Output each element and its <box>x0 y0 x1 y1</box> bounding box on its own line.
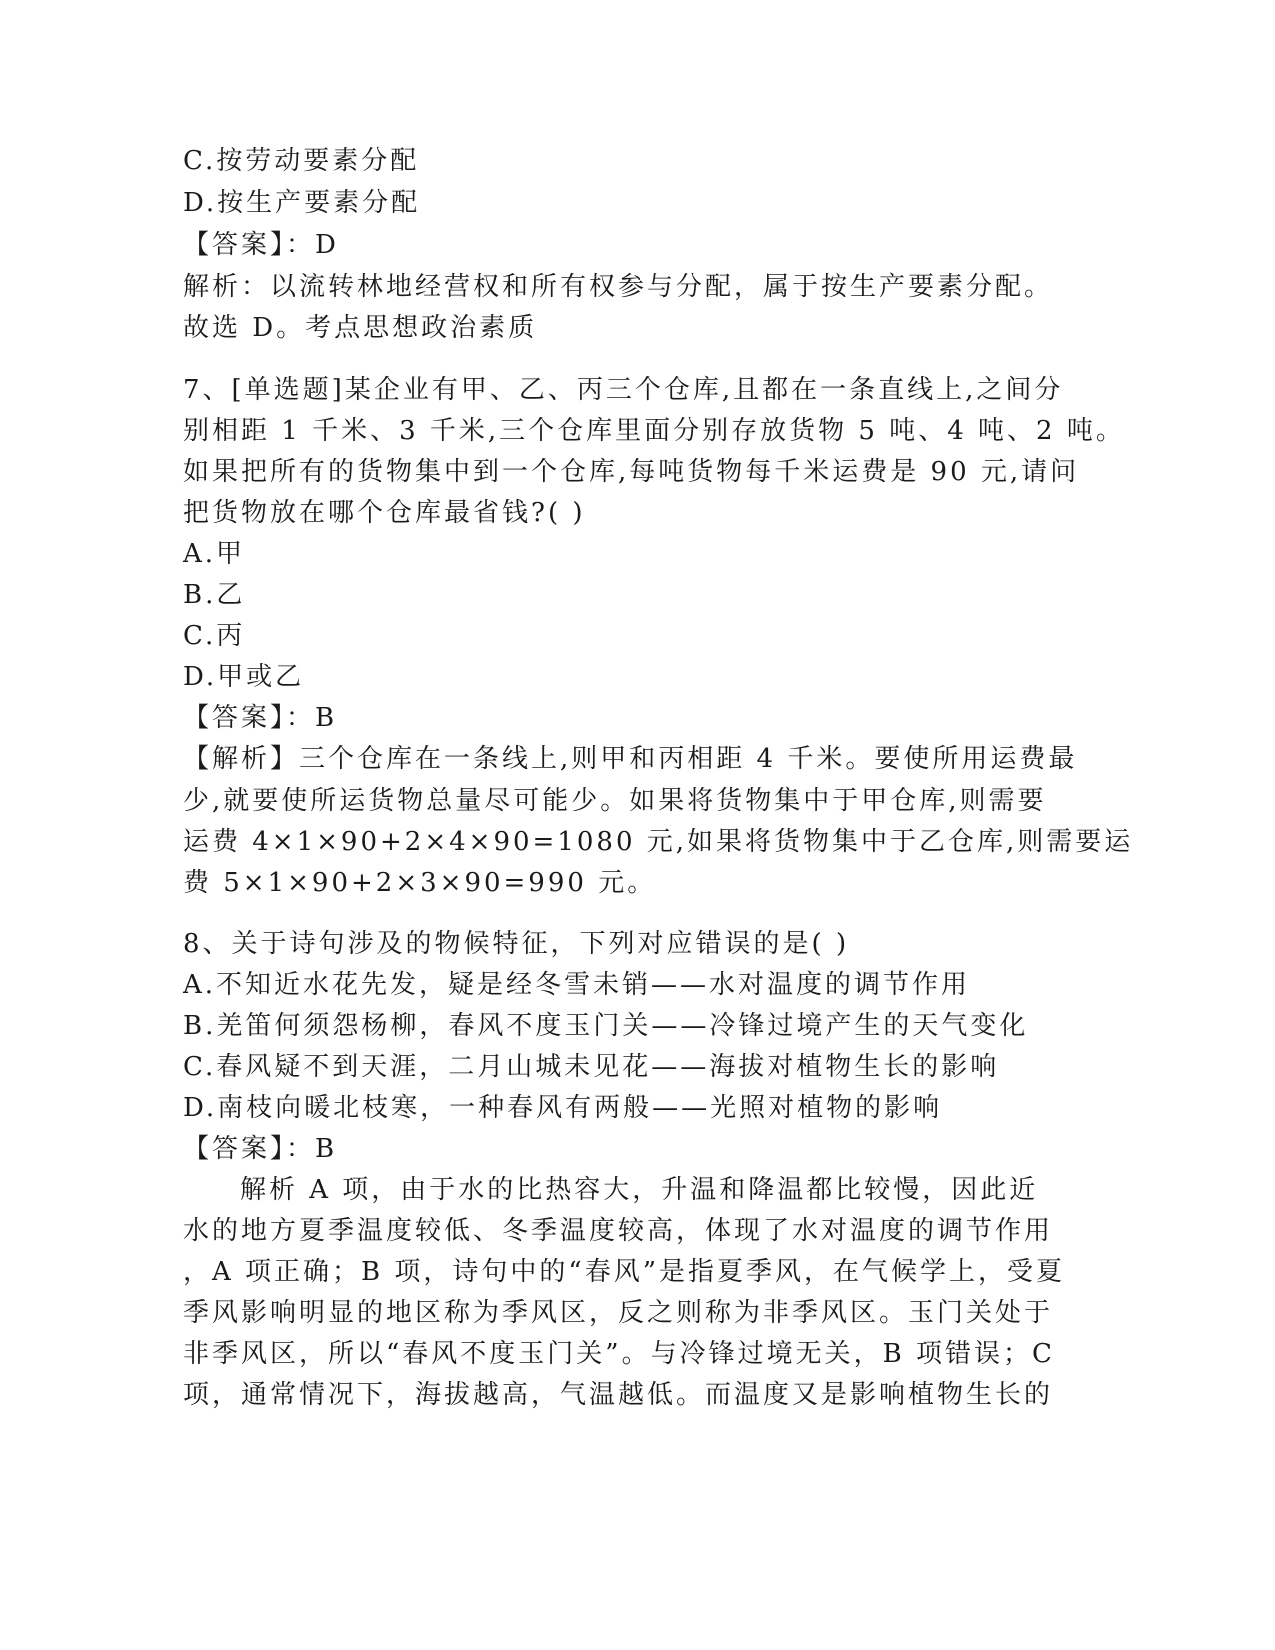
analysis-line: 非季风区，所以“春风不度玉门关”。与冷锋过境无关，B 项错误；C <box>183 1339 1055 1369</box>
analysis-line: 解析 A 项，由于水的比热容大，升温和降温都比较慢，因此近 <box>240 1175 1039 1205</box>
question-7-stem: 7、[单选题]某企业有甲、乙、丙三个仓库,且都在一条直线上,之间分 <box>183 375 1064 405</box>
analysis-line: 水的地方夏季温度较低、冬季温度较高，体现了水对温度的调节作用 <box>183 1216 1054 1246</box>
analysis-line: 费 5×1×90+2×3×90=990 元。 <box>183 868 657 898</box>
option-b: B.羌笛何须怨杨柳，春风不度玉门关——冷锋过境产生的天气变化 <box>183 1011 1029 1041</box>
analysis-line: 故选 D。考点思想政治素质 <box>183 313 538 343</box>
option-d: D.甲或乙 <box>183 662 305 692</box>
question-8-stem: 8、关于诗句涉及的物候特征，下列对应错误的是( ) <box>183 929 850 959</box>
option-b: B.乙 <box>183 580 246 610</box>
analysis-line: 解析：以流转林地经营权和所有权参与分配，属于按生产要素分配。 <box>183 272 1054 302</box>
answer: 【答案】：D <box>183 230 339 260</box>
question-7-stem: 别相距 1 千米、3 千米,三个仓库里面分别存放货物 5 吨、4 吨、2 吨。 <box>183 416 1125 446</box>
option-d: D.按生产要素分配 <box>183 188 421 218</box>
option-a: A.甲 <box>183 539 246 569</box>
analysis-line: 运费 4×1×90+2×4×90=1080 元,如果将货物集中于乙仓库,则需要运 <box>183 827 1134 857</box>
option-c: C.按劳动要素分配 <box>183 146 420 176</box>
option-a: A.不知近水花先发，疑是经冬雪未销——水对温度的调节作用 <box>183 970 971 1000</box>
analysis-line: 少,就要使所运货物总量尽可能少。如果将货物集中于甲仓库,则需要 <box>183 786 1047 816</box>
analysis-line: 项，通常情况下，海拔越高，气温越低。而温度又是影响植物生长的 <box>183 1380 1054 1410</box>
answer: 【答案】：B <box>183 1134 338 1164</box>
option-d: D.南枝向暖北枝寒，一种春风有两般——光照对植物的影响 <box>183 1093 943 1123</box>
analysis-line: ，A 项正确；B 项，诗句中的“春风”是指夏季风，在气候学上，受夏 <box>183 1257 1065 1287</box>
analysis-line: 【解析】三个仓库在一条线上,则甲和丙相距 4 千米。要使所用运费最 <box>183 744 1078 774</box>
answer: 【答案】：B <box>183 703 338 733</box>
option-c: C.春风疑不到天涯，二月山城未见花——海拔对植物生长的影响 <box>183 1052 1000 1082</box>
option-c: C.丙 <box>183 621 246 651</box>
analysis-line: 季风影响明显的地区称为季风区，反之则称为非季风区。玉门关处于 <box>183 1298 1054 1328</box>
question-7-stem: 如果把所有的货物集中到一个仓库,每吨货物每千米运费是 90 元,请问 <box>183 457 1080 487</box>
question-7-stem: 把货物放在哪个仓库最省钱?( ) <box>183 498 586 528</box>
